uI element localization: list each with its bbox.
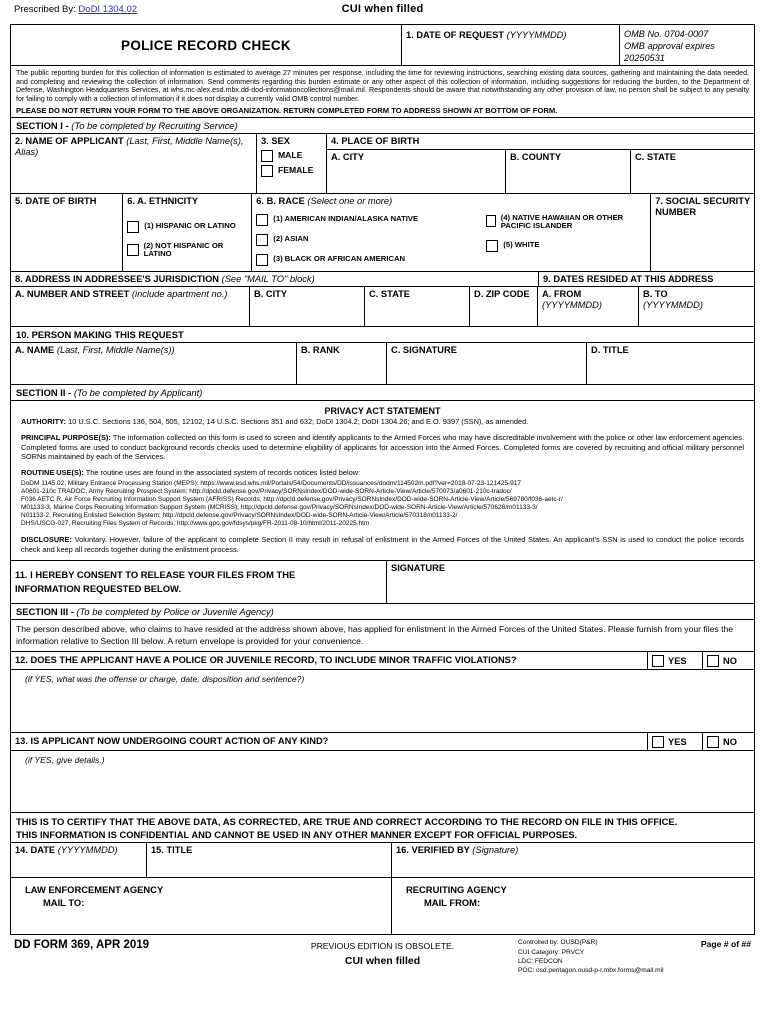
- control-markings: [518, 938, 664, 975]
- applicant-identity-row: [11, 133, 754, 193]
- question-12-row: [11, 651, 754, 669]
- burden-notice: PLEASE DO NOT RETURN YOUR FORM TO THE ABOVE ORGANIZATION. RETURN COMPLETED FORM TO ADDRESS SHOWN AT BOTTOM OF FORM.: [16, 105, 558, 115]
- law-enforcement-agency-label: LAW ENFORCEMENT AGENCY: [25, 884, 164, 896]
- checkbox-not-hispanic-or-latino[interactable]: [127, 244, 138, 256]
- sex-female-label: FEMALE: [278, 164, 314, 175]
- section-3-intro: [11, 619, 754, 651]
- principal-purpose-label: PRINCIPAL PURPOSE(S):: [21, 433, 111, 443]
- pob-state-field[interactable]: [630, 150, 754, 193]
- resided-to-format: (YYYYMMDD): [643, 300, 703, 311]
- police-record-check-form: [10, 24, 755, 935]
- verified-by-field[interactable]: [391, 843, 754, 877]
- burden-statement: [11, 65, 754, 117]
- routine-url-item: DoDM 1145.02, Military Entrance Processing Station (MEPS): https://www.esd.whs.mil/Portals/54/Documents/DD/issuances/dodm/114502m.pdf?ver=2018-07-23-121425-917: [21, 479, 521, 487]
- certification-line-1: THIS IS TO CERTIFY THAT THE ABOVE DATA, AS CORRECTED, ARE TRUE AND CORRECT ACCORDING TO THE RECORD ON FILE IN THIS OFFICE.: [16, 816, 678, 827]
- cui-top-banner: CUI when filled: [341, 3, 424, 15]
- cui-category: CUI Category: PRVCY: [518, 948, 585, 956]
- disclosure-text: Voluntary. However, failure of the applicant to complete Section II may result in refusal of enlistment in the Armed Forces of the United States. An applicant's SSN is used to conduct the police records check and keep all records together during the enlistment process.: [21, 535, 744, 554]
- street-field[interactable]: [11, 287, 249, 326]
- omb-block: [619, 25, 754, 65]
- requester-fields-row: [11, 342, 754, 384]
- name-of-applicant-field[interactable]: [11, 134, 256, 193]
- ethnicity-option-not-hispanic[interactable]: [127, 242, 247, 259]
- sex-label: 3. SEX: [261, 135, 290, 146]
- previous-edition-notice: PREVIOUS EDITION IS OBSOLETE.: [310, 941, 455, 952]
- address-state-label: C. STATE: [369, 289, 410, 300]
- race-option-american-indian[interactable]: [256, 214, 486, 226]
- resided-to-label: B. TO: [643, 289, 668, 300]
- routine-url-item: M01133-3, Marine Corps Recruiting Information Support System (MCRISS); http://dpcld.defense.gov/Privacy/SORNsIndex/DOD-wide-SORN-Article-View/Article/570628/m01133-3/: [21, 503, 538, 511]
- address-city-label: B. CITY: [254, 289, 288, 300]
- requester-title-label: D. TITLE: [591, 345, 629, 356]
- dates-resided-label: 9. DATES RESIDED AT THIS ADDRESS: [543, 273, 714, 284]
- recruiting-agency-mail-from[interactable]: [391, 878, 754, 934]
- requester-name-label: A. NAME (Last, First, Middle Name(s)): [15, 345, 175, 356]
- race-native-hawaiian-label: (4) NATIVE HAWAIIAN OR OTHER PACIFIC ISLANDER: [500, 212, 624, 231]
- street-label: A. NUMBER AND STREET (include apartment no.): [15, 289, 228, 300]
- ldc-marking: LDC: FEDCON: [518, 957, 563, 965]
- question-13-answer-area[interactable]: [11, 750, 754, 812]
- resided-from-label: A. FROM: [542, 289, 582, 300]
- pob-city-label: A. CITY: [331, 151, 365, 162]
- sex-male-label: MALE: [278, 149, 303, 160]
- race-american-indian-label: (1) AMERICAN INDIAN/ALASKA NATIVE: [273, 214, 419, 224]
- ethnicity-field: [122, 194, 251, 271]
- title-band: [11, 25, 754, 65]
- place-of-birth-row: [327, 149, 754, 193]
- checkbox-female[interactable]: [261, 165, 273, 177]
- q12-yes-option[interactable]: [647, 652, 702, 669]
- form-footer: [10, 938, 755, 984]
- pob-county-field[interactable]: [505, 150, 630, 193]
- race-option-asian[interactable]: [256, 234, 486, 246]
- question-12-answer-area[interactable]: [11, 669, 754, 732]
- checkbox-q12-yes[interactable]: [652, 655, 664, 667]
- privacy-act-title: PRIVACY ACT STATEMENT: [324, 406, 441, 417]
- authority-paragraph: [21, 417, 744, 427]
- address-header-row: [11, 271, 754, 287]
- mail-from-label: MAIL FROM:: [424, 897, 481, 909]
- sex-option-female[interactable]: [261, 165, 322, 177]
- requester-rank-field[interactable]: [296, 343, 386, 384]
- routine-use-paragraph: [21, 468, 744, 478]
- checkbox-male[interactable]: [261, 150, 273, 162]
- pob-city-field[interactable]: [327, 150, 505, 193]
- certification-date-field[interactable]: [11, 843, 146, 877]
- ssn-label: 7. SOCIAL SECURITY NUMBER: [655, 195, 750, 217]
- pob-county-label: B. COUNTY: [510, 151, 562, 162]
- omb-number: OMB No. 0704-0007: [624, 29, 709, 39]
- cui-bottom-banner: CUI when filled: [344, 955, 421, 968]
- address-city-field[interactable]: [249, 287, 364, 326]
- resided-to-field[interactable]: [638, 287, 754, 326]
- checkbox-hispanic-or-latino[interactable]: [127, 221, 139, 233]
- address-state-field[interactable]: [364, 287, 469, 326]
- certification-title-label: 15. TITLE: [151, 845, 193, 856]
- checkbox-white[interactable]: [486, 240, 498, 252]
- checkbox-native-hawaiian-pacific-islander[interactable]: [486, 215, 495, 227]
- prescribed-by-label: Prescribed By:: [14, 4, 79, 15]
- consent-statement: [11, 561, 386, 603]
- pob-state-label: C. STATE: [635, 151, 676, 162]
- requester-name-field[interactable]: [11, 343, 296, 384]
- checkbox-asian[interactable]: [256, 234, 268, 246]
- controlled-by: Controlled by: OUSD(P&R): [518, 939, 598, 947]
- question-13-hint: (if YES, give details.): [25, 755, 105, 765]
- question-13-label-cell: [11, 733, 647, 750]
- place-of-birth-header: [327, 134, 754, 149]
- race-asian-label: (2) ASIAN: [273, 234, 309, 244]
- top-strip: [10, 0, 755, 24]
- q13-no-option[interactable]: [702, 733, 754, 750]
- section-3-header: SECTION III - (To be completed by Police or Juvenile Agency): [11, 603, 754, 619]
- date-of-request-field[interactable]: [401, 25, 619, 65]
- recruiting-agency-label: RECRUITING AGENCY: [406, 884, 507, 896]
- name-of-applicant-label: 2. NAME OF APPLICANT (Last, First, Middle Name(s), Alias): [15, 135, 244, 157]
- principal-purpose-paragraph: [21, 433, 744, 462]
- address-fields-row: [11, 286, 754, 326]
- demographics-row: [11, 193, 754, 271]
- certification-fields-row: [11, 842, 754, 877]
- question-12-label: 12. DOES THE APPLICANT HAVE A POLICE OR JUVENILE RECORD, TO INCLUDE MINOR TRAFFIC VIOLATIONS?: [15, 655, 517, 666]
- certification-statement: [11, 812, 754, 842]
- routine-url-item: DHS/USCG-027, Recruiting Files System of Records; http://www.gpo.gov/fdsys/pkg/FR-2011-08-10/html/2011-20225.htm: [21, 520, 370, 528]
- mailing-row: [11, 877, 754, 934]
- consent-line-2: INFORMATION REQUESTED BELOW.: [15, 583, 181, 595]
- checkbox-american-indian-alaska-native[interactable]: [256, 214, 268, 226]
- certification-date-label: 14. DATE (YYYYMMDD): [15, 845, 118, 856]
- person-making-request-header: 10. PERSON MAKING THIS REQUEST: [11, 326, 754, 342]
- checkbox-q12-no[interactable]: [707, 655, 719, 667]
- question-13-label: 13. IS APPLICANT NOW UNDERGOING COURT ACTION OF ANY KIND?: [15, 736, 329, 747]
- page-number: Page # of ##: [700, 939, 751, 950]
- authority-text: 10 U.S.C. Sections 136, 504, 505, 12102; 14 U.S.C. Sections 351 and 632; DoDI 1304.2; DoDI 1304.26; and E.O. 9397 (SSN), as amended.: [66, 417, 529, 427]
- verified-by-label: 16. VERIFIED BY (Signature): [396, 845, 519, 856]
- privacy-act-statement: [11, 400, 754, 559]
- q12-no-label: NO: [723, 655, 737, 666]
- race-black-label: (3) BLACK OR AFRICAN AMERICAN: [273, 254, 406, 264]
- section-2-header: SECTION II - (To be completed by Applicant): [11, 384, 754, 400]
- section-1-header: SECTION I - (To be completed by Recruiting Service): [11, 117, 754, 133]
- certification-line-2: THIS INFORMATION IS CONFIDENTIAL AND CANNOT BE USED IN ANY OTHER MANNER EXCEPT FOR OFFICIAL PURPOSES.: [16, 829, 578, 841]
- disclosure-paragraph: [21, 535, 744, 554]
- address-jurisdiction-header: [11, 272, 538, 287]
- poc-email: POC: osd.pentagon.ousd-p-r.mbx.forms@mail.mil: [518, 967, 664, 975]
- address-zip-label: D. ZIP CODE: [474, 289, 530, 300]
- q13-no-label: NO: [723, 736, 737, 747]
- requester-signature-field[interactable]: [386, 343, 586, 384]
- certification-title-field[interactable]: [146, 843, 391, 877]
- place-of-birth-label: 4. PLACE OF BIRTH: [331, 135, 420, 146]
- question-13-row: [11, 732, 754, 750]
- form-identifier: DD FORM 369, APR 2019: [14, 939, 150, 952]
- question-12-label-cell: [11, 652, 647, 669]
- routine-use-label: ROUTINE USE(S):: [21, 467, 84, 477]
- principal-purpose-text: The information collected on this form is used to screen and identify applicants to the Armed Forces who may have discreditable involvement with the police or other law enforcement agencies. Completed forms are used to conduct background records checks used to determine eligibility of applicants for accession into the Armed Forces. Completed forms are covered by recruiting and official military personnel SORNs maintained by each of the Services.: [21, 433, 744, 462]
- dodi-link[interactable]: DoDI 1304.02: [78, 4, 138, 15]
- date-of-birth-label: 5. DATE OF BIRTH: [15, 195, 97, 206]
- ethnicity-option-hispanic[interactable]: [127, 221, 247, 233]
- ssn-field[interactable]: [650, 194, 754, 271]
- address-zip-field[interactable]: [469, 287, 537, 326]
- ethnicity-not-hispanic-label: (2) NOT HISPANIC OR LATINO: [143, 240, 224, 259]
- routine-use-url-list: [21, 480, 744, 529]
- form-title: POLICE RECORD CHECK: [121, 37, 291, 53]
- q12-no-option[interactable]: [702, 652, 754, 669]
- race-white-label: (5) WHITE: [503, 240, 540, 250]
- requester-rank-label: B. RANK: [301, 345, 340, 356]
- requester-title-field[interactable]: [586, 343, 754, 384]
- checkbox-q13-no[interactable]: [707, 736, 719, 748]
- question-12-hint: (if YES, what was the offense or charge, date, disposition and sentence?): [25, 674, 305, 684]
- consent-row: [11, 560, 754, 603]
- place-of-birth-block: [326, 134, 754, 193]
- law-enforcement-mail-to[interactable]: [11, 878, 391, 934]
- consent-signature-field[interactable]: [386, 561, 754, 603]
- race-field: [251, 194, 650, 271]
- q13-yes-label: YES: [668, 736, 687, 747]
- consent-signature-label: SIGNATURE: [391, 562, 446, 573]
- address-jurisdiction-label: 8. ADDRESS IN ADDRESSEE'S JURISDICTION (See "MAIL TO" block): [15, 273, 315, 284]
- routine-url-item: F036 AETC R, Air Force Recruiting Information Support System (AFRISS) Records; http://dpcld.defense.gov/Privacy/SORNsIndex/DOD-wide-SORN-Article-View/Article/569780/f036-aetc-r/: [21, 495, 563, 503]
- date-of-request-label: 1. DATE OF REQUEST (YYYYMMDD): [406, 30, 567, 40]
- date-of-birth-field[interactable]: [11, 194, 122, 271]
- routine-use-text: The routine uses are found in the associated system of records notices listed below:: [83, 467, 361, 477]
- omb-expires-date: 20250531: [624, 52, 665, 63]
- race-option-native-hawaiian[interactable]: [486, 214, 646, 231]
- checkbox-black-or-african-american[interactable]: [256, 254, 268, 266]
- resided-from-format: (YYYYMMDD): [542, 300, 602, 311]
- burden-text: The public reporting burden for this collection of information is estimated to average 27 minutes per response, including the time for reviewing instructions, searching existing data sources, gathering and maintaining the data needed, and completing and reviewing the collection of information. Send comments regarding this burden estimate or any other aspect of this collection of information, including suggestions for reducing the burden, to the Department of Defense, Washington Headquarters Services, at whs.mc-alex.esd.mbx.dd-dod-informationcollections@mail.mil. Respondents should be aware that notwithstanding any other provision of law, no person shall be subject to any penalty for failing to comply with a collection of information if it does not display a currently valid OMB control number.: [16, 69, 749, 103]
- consent-line-1: 11. I HEREBY CONSENT TO RELEASE YOUR FILES FROM THE: [15, 569, 296, 580]
- ethnicity-label: 6. A. ETHNICITY: [127, 195, 199, 206]
- disclosure-label: DISCLOSURE:: [21, 535, 72, 545]
- race-option-black[interactable]: [256, 254, 486, 266]
- dates-resided-header: [538, 272, 754, 287]
- routine-url-item: N01133-2, Recruiting Enlisted Selection System; http://dpcld.defense.gov/Privacy/SORNsIndex/DOD-wide-SORN-Article-View/Article/570318/n01133-2/: [21, 512, 458, 520]
- section-3-intro-text: The person described above, who claims to have resided at the address shown above, has applied for enlistment in the Armed Forces of the United States. Please furnish from your files the information relative to Section III below. A return envelope is provided for your convenience.: [16, 623, 734, 646]
- requester-signature-label: C. SIGNATURE: [391, 345, 457, 356]
- sex-option-male[interactable]: [261, 150, 322, 162]
- q12-yes-label: YES: [668, 655, 687, 666]
- routine-url-item: A0601-210c TRADOC, Army Recruiting Prospect System; http://dpcld.defense.gov/Privacy/SORNsIndex/DOD-wide-SORN-Article-View/Article/570073/a0601-210c-tradoc/: [21, 487, 512, 495]
- authority-label: AUTHORITY:: [21, 417, 67, 427]
- resided-from-field[interactable]: [537, 287, 638, 326]
- race-label: 6. B. RACE (Select one or more): [256, 195, 393, 206]
- omb-expires-label: OMB approval expires: [624, 40, 715, 51]
- ethnicity-hispanic-label: (1) HISPANIC OR LATINO: [144, 221, 236, 231]
- checkbox-q13-yes[interactable]: [652, 736, 664, 748]
- mail-to-label: MAIL TO:: [43, 897, 85, 909]
- q13-yes-option[interactable]: [647, 733, 702, 750]
- race-option-white[interactable]: [486, 240, 646, 252]
- form-title-cell: [11, 25, 401, 65]
- sex-field: [256, 134, 326, 193]
